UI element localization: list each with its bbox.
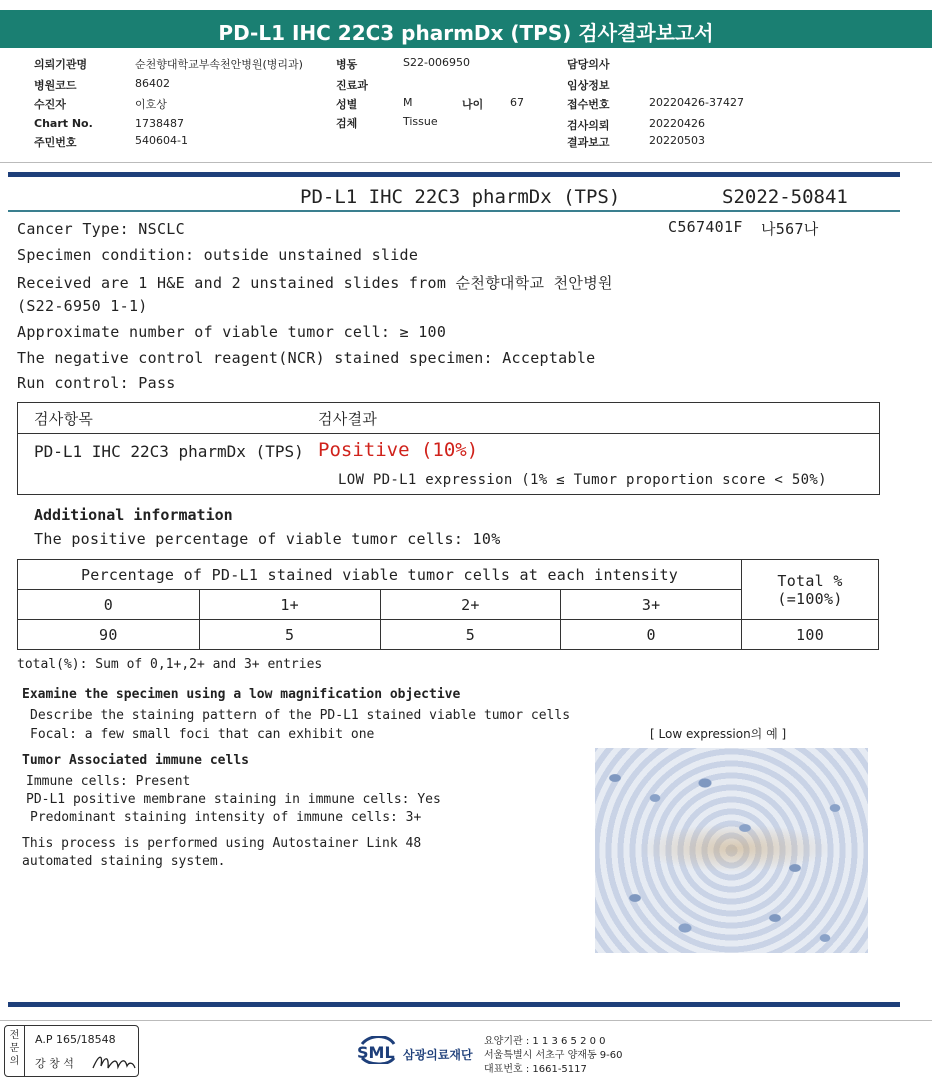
label-request-date: 검사의뢰 <box>567 119 610 132</box>
report-id: S2022-50841 <box>722 186 848 208</box>
col-intensity-3: 3+ <box>561 590 742 620</box>
bottom-rule <box>8 1002 900 1007</box>
label-ward: 병동 <box>336 58 358 71</box>
intensity-table-header: Percentage of PD-L1 stained viable tumor cells at each intensity <box>18 560 742 590</box>
total-subheader: (=100%) <box>777 589 843 608</box>
examine-line-1: Describe the staining pattern of the PD-L1 stained viable tumor cells <box>30 708 571 723</box>
stamp-license: A.P 165/18548 <box>35 1033 116 1046</box>
total-header: Total % <box>777 571 843 590</box>
result-value: Positive (10%) <box>318 439 479 461</box>
value-sex: M <box>403 96 413 109</box>
stamp-side-label: 전문의 <box>5 1026 25 1076</box>
label-report-date: 결과보고 <box>567 136 610 149</box>
specimen-code-2: 나567나 <box>761 220 819 238</box>
value-resident-no: 540604-1 <box>135 134 188 147</box>
image-caption: [ Low expression의 예 ] <box>650 727 787 741</box>
value-hospital-code: 86402 <box>135 77 170 90</box>
immune-line-1: Immune cells: Present <box>26 774 191 789</box>
result-col-item-header: 검사항목 <box>34 410 94 428</box>
label-accession-no: 접수번호 <box>567 98 610 111</box>
result-box <box>17 402 880 495</box>
footer-info-2: 서울특별시 서초구 양재동 9-60 <box>484 1050 623 1061</box>
examine-heading: Examine the specimen using a low magnification objective <box>22 687 461 702</box>
value-ward: S22-006950 <box>403 56 470 69</box>
val-intensity-1: 5 <box>199 620 380 650</box>
col-intensity-0: 0 <box>18 590 200 620</box>
specimen-condition: Specimen condition: outside unstained slide <box>17 246 419 264</box>
received-slides: Received are 1 H&E and 2 unstained slides from 순천향대학교 천안병원 <box>17 274 613 292</box>
cancer-type: Cancer Type: NSCLC <box>17 220 185 238</box>
report-header-title: PD-L1 IHC 22C3 pharmDx (TPS) 검사결과보고서 <box>218 21 714 45</box>
value-request-date: 20220426 <box>649 117 705 130</box>
result-col-result-header: 검사결과 <box>318 410 378 428</box>
label-department: 진료과 <box>336 79 368 92</box>
examine-line-2: Focal: a few small foci that can exhibit one <box>30 727 375 742</box>
ncr-status: The negative control reagent(NCR) stained specimen: Acceptable <box>17 349 596 367</box>
value-report-date: 20220503 <box>649 134 705 147</box>
table-footnote: total(%): Sum of 0,1+,2+ and 3+ entries <box>17 657 323 672</box>
val-intensity-0: 90 <box>18 620 200 650</box>
slide-id: (S22-6950 1-1) <box>17 297 148 315</box>
value-specimen: Tissue <box>403 115 438 128</box>
immune-line-2: PD-L1 positive membrane staining in immune cells: Yes <box>26 792 441 807</box>
footer-info-1: 요양기관 : 1 1 3 6 5 2 0 0 <box>484 1036 606 1047</box>
value-accession-no: 20220426-37427 <box>649 96 744 109</box>
org-name: 삼광의료재단 <box>403 1048 473 1062</box>
label-specimen: 검체 <box>336 117 358 130</box>
value-age: 67 <box>510 96 524 109</box>
val-total: 100 <box>742 620 879 650</box>
val-intensity-3: 0 <box>561 620 742 650</box>
report-title: PD-L1 IHC 22C3 pharmDx (TPS) <box>300 186 621 208</box>
total-header-cell <box>742 560 879 620</box>
value-requesting-institution: 순천향대학교부속천안병원(병리과) <box>135 58 303 71</box>
report-header-bar <box>0 10 932 48</box>
top-rule <box>8 172 900 177</box>
process-line-2: automated staining system. <box>22 854 226 869</box>
footer-info-3: 대표번호 : 1661-5117 <box>484 1064 587 1075</box>
value-patient: 이호상 <box>135 98 167 111</box>
val-intensity-2: 5 <box>380 620 561 650</box>
label-resident-no: 주민번호 <box>34 136 77 149</box>
stamp-name: 강 창 석 <box>35 1057 74 1070</box>
label-patient: 수진자 <box>34 98 66 111</box>
additional-heading: Additional information <box>34 506 233 524</box>
logo-text: SML <box>357 1043 395 1062</box>
label-chart-no: Chart No. <box>34 117 93 130</box>
label-physician: 담당의사 <box>567 58 610 71</box>
pathologist-stamp <box>4 1025 139 1077</box>
header-separator <box>0 162 932 163</box>
result-box-divider <box>18 433 879 434</box>
label-requesting-institution: 의뢰기관명 <box>34 58 88 71</box>
result-note: LOW PD-L1 expression (1% ≤ Tumor proportion score < 50%) <box>338 472 827 488</box>
col-intensity-1: 1+ <box>199 590 380 620</box>
footer-separator <box>0 1020 932 1021</box>
viable-tumor-count: Approximate number of viable tumor cell: ≥ 100 <box>17 323 447 341</box>
col-intensity-2: 2+ <box>380 590 561 620</box>
run-control: Run control: Pass <box>17 374 176 392</box>
title-underline <box>8 210 900 212</box>
signature-icon <box>91 1050 137 1074</box>
label-hospital-code: 병원코드 <box>34 79 77 92</box>
immune-heading: Tumor Associated immune cells <box>22 753 249 768</box>
additional-text: The positive percentage of viable tumor cells: 10% <box>34 530 501 548</box>
process-line-1: This process is performed using Autostainer Link 48 <box>22 836 422 851</box>
label-age: 나이 <box>462 98 484 111</box>
label-sex: 성별 <box>336 98 358 111</box>
low-expression-micrograph <box>595 748 868 953</box>
specimen-code: C567401F <box>668 218 743 236</box>
value-chart-no: 1738487 <box>135 117 184 130</box>
result-item: PD-L1 IHC 22C3 pharmDx (TPS) <box>34 442 304 461</box>
immune-line-3: Predominant staining intensity of immune cells: 3+ <box>30 810 422 825</box>
label-clinical-info: 임상정보 <box>567 79 610 92</box>
intensity-table <box>17 559 879 650</box>
